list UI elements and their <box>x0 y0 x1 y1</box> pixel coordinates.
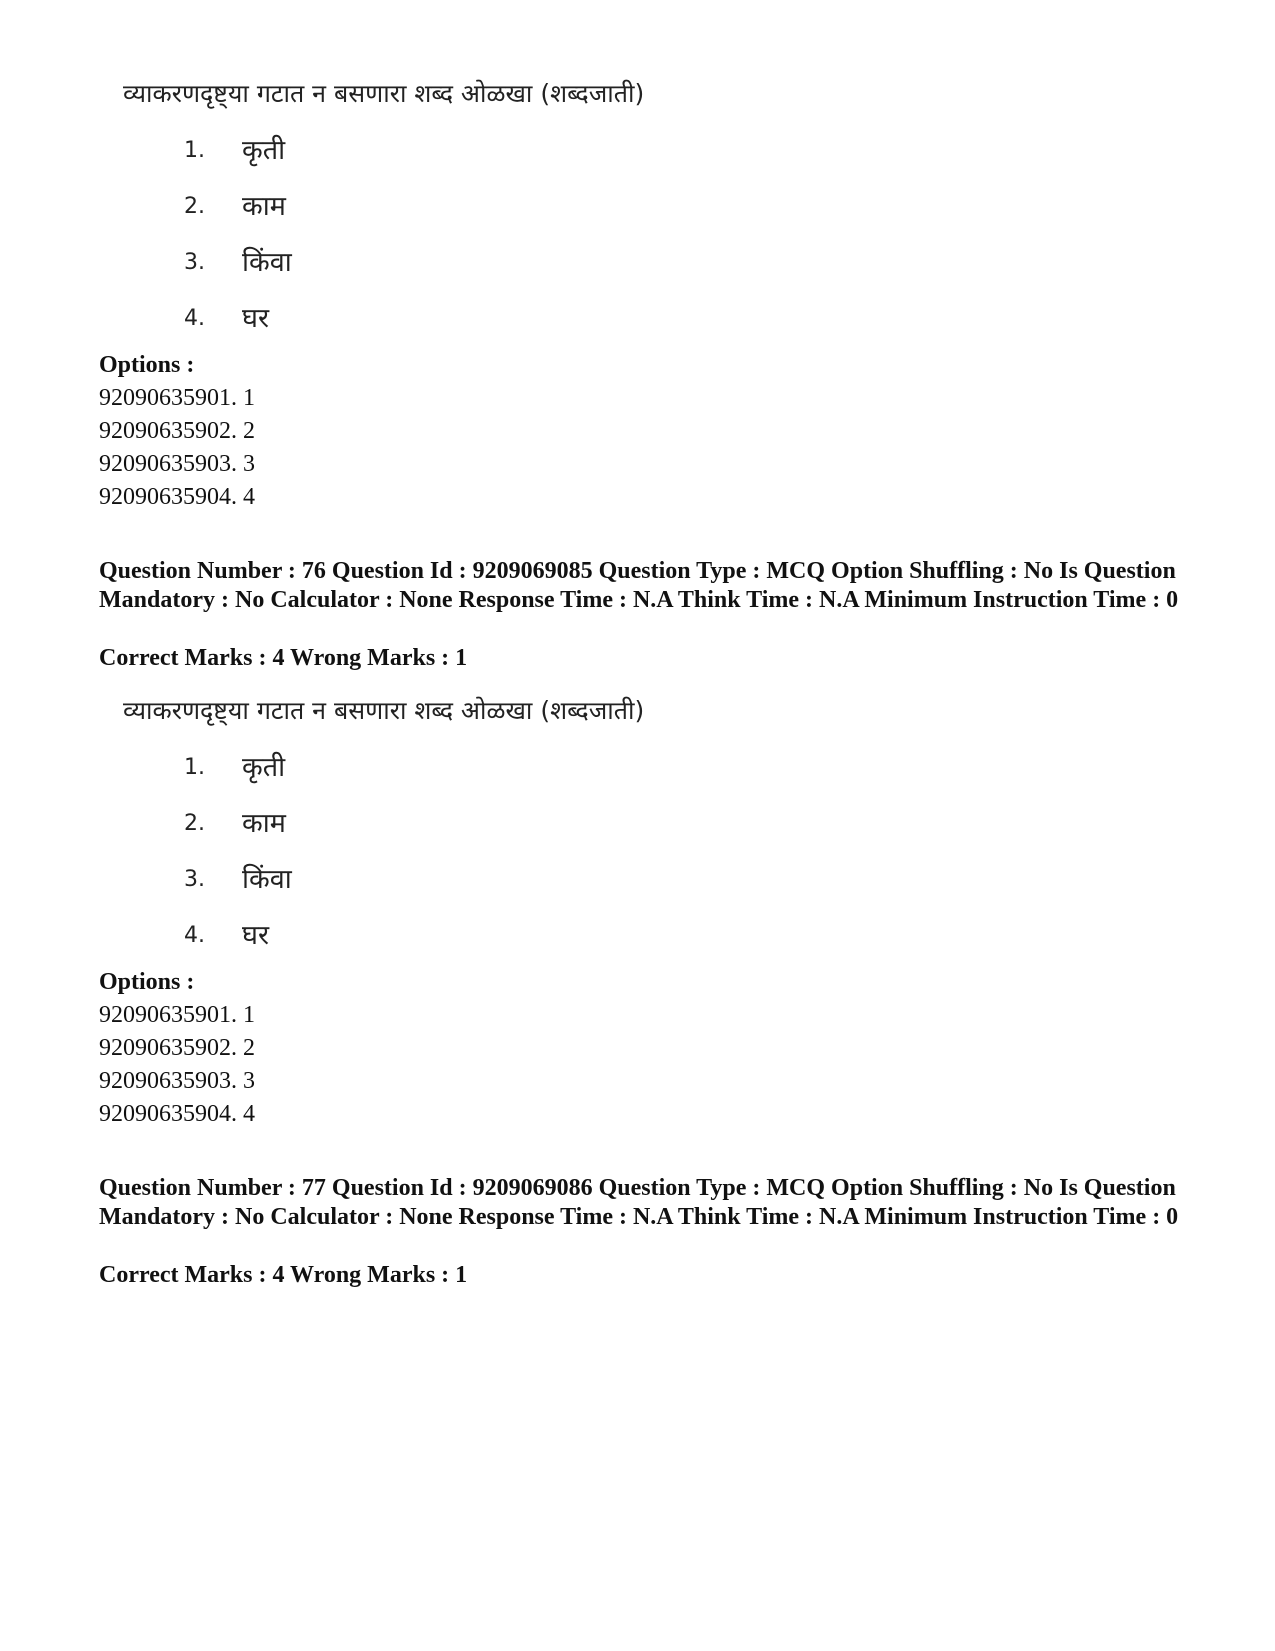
choice-text: घर <box>242 920 269 951</box>
choice-number: 4. <box>184 923 205 948</box>
option-item: 92090635903. 3 <box>99 451 255 477</box>
choice-text: कृती <box>242 752 286 783</box>
option-item: 92090635901. 1 <box>99 385 255 411</box>
option-item: 92090635902. 2 <box>99 1035 255 1061</box>
question-stem: व्याकरणदृष्ट्या गटात न बसणारा शब्द ओळखा (शब्दजाती) <box>123 696 645 725</box>
options-label: Options : <box>99 969 195 995</box>
choice-number: 1. <box>184 755 205 780</box>
question-stem: व्याकरणदृष्ट्या गटात न बसणारा शब्द ओळखा (शब्दजाती) <box>123 79 645 108</box>
question-marks: Correct Marks : 4 Wrong Marks : 1 <box>99 645 468 671</box>
option-item: 92090635902. 2 <box>99 418 255 444</box>
choice-number: 3. <box>184 250 205 275</box>
question-header: Question Number : 76 Question Id : 9209069085 Question Type : MCQ Option Shuffling : No Is Question Mandatory : No Calculator : None Response Time : N.A Think Time : N.A Minimum Instruction Time : 0 <box>99 558 1179 613</box>
choice-number: 3. <box>184 867 205 892</box>
choice-number: 2. <box>184 811 205 836</box>
choice-text: किंवा <box>242 247 292 278</box>
question-header: Question Number : 77 Question Id : 9209069086 Question Type : MCQ Option Shuffling : No Is Question Mandatory : No Calculator : None Response Time : N.A Think Time : N.A Minimum Instruction Time : 0 <box>99 1175 1179 1230</box>
choice-text: किंवा <box>242 864 292 895</box>
choice-text: कृती <box>242 135 286 166</box>
choice-number: 2. <box>184 194 205 219</box>
options-label: Options : <box>99 352 195 378</box>
option-item: 92090635904. 4 <box>99 484 255 510</box>
option-item: 92090635904. 4 <box>99 1101 255 1127</box>
option-item: 92090635903. 3 <box>99 1068 255 1094</box>
question-marks: Correct Marks : 4 Wrong Marks : 1 <box>99 1262 468 1288</box>
choice-text: काम <box>242 808 286 839</box>
choice-number: 1. <box>184 138 205 163</box>
choice-number: 4. <box>184 306 205 331</box>
option-item: 92090635901. 1 <box>99 1002 255 1028</box>
choice-text: घर <box>242 303 269 334</box>
choice-text: काम <box>242 191 286 222</box>
